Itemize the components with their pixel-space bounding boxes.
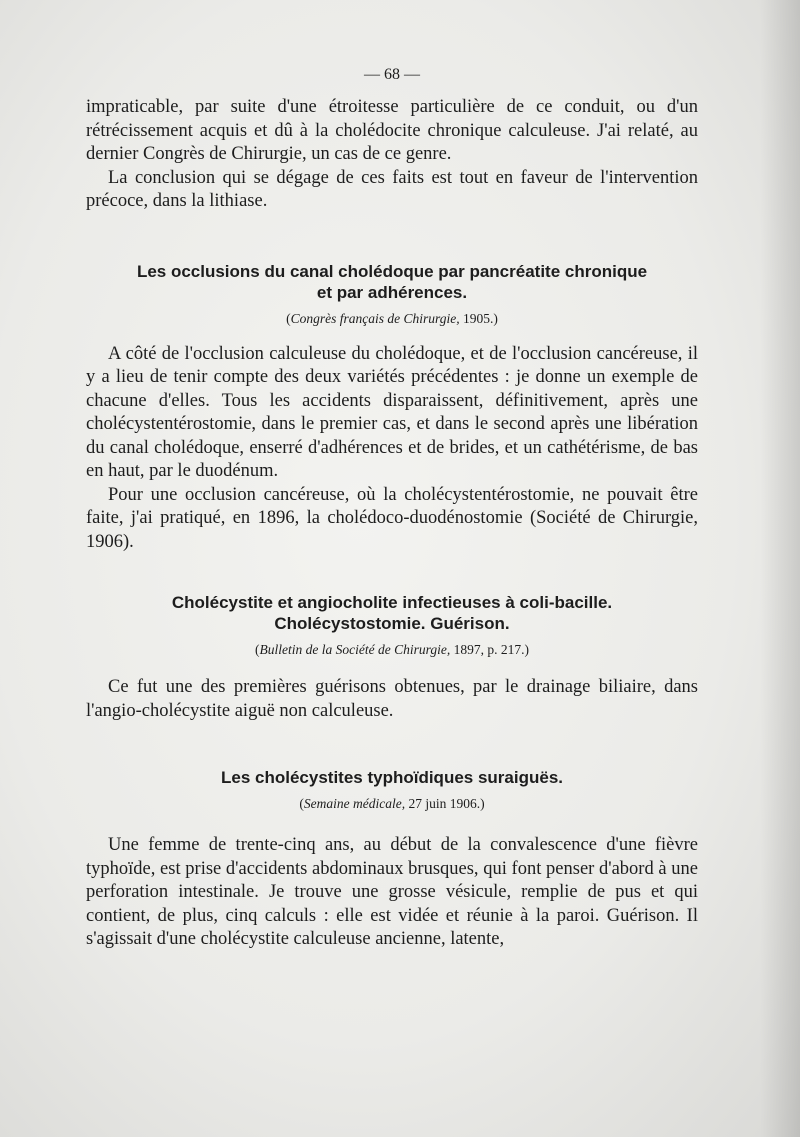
citation: (Semaine médicale, 27 juin 1906.): [299, 796, 485, 811]
page-number: — 68 —: [364, 66, 420, 83]
section-paragraph: A côté de l'occlusion calculeuse du cholédoque, et de l'occlusion cancéreuse, il y a lieu de tenir compte des deux variétés précédentes : je donne un exemple de chacune d'elles. Tous les accidents disparaissent, définitivement, après une cholécystentérostomie, dans le premier cas, et dans le second après une libération du canal cholédoque, enserré d'adhérences et de brides, et un cathétérisme, de bas en haut, par le duodénum.: [86, 343, 698, 481]
citation-year: 27 juin 1906.: [405, 796, 481, 811]
citation-year: 1905.: [459, 310, 494, 326]
citation-source: Semaine médicale,: [303, 796, 406, 811]
section-typhoidiques: [86, 767, 698, 952]
section-title: [86, 592, 698, 634]
section-title: [86, 261, 698, 303]
section-cholecystite: [86, 592, 698, 723]
section-paragraph: Pour une occlusion cancéreuse, où la cholécystentérostomie, ne pouvait être faite, j'ai pratiqué, en 1896, la cholédoco-duodénostomie (Société de Chirurgie, 1906).: [86, 484, 698, 552]
section-title-line-1: Les cholécystites typhoïdiques suraiguës.: [221, 768, 563, 787]
section-title: [86, 767, 698, 788]
section-paragraph: Une femme de trente-cinq ans, au début de la convalescence d'une fièvre typhoïde, est prise d'accidents abdominaux brusques, qui font penser d'abord à une perforation intestinale. Je trouve une grosse vésicule, remplie de pus et qui contient, de plus, cinq calculs : elle est vidée et réunie à la paroi. Guérison. Il s'agissait d'une cholécystite calculeuse ancienne, latente,: [86, 835, 698, 949]
section-title-line-2: et par adhérences.: [316, 282, 468, 302]
section-paragraph: Ce fut une des premières guérisons obtenues, par le drainage biliaire, dans l'angio-cholécystite aiguë non calculeuse.: [86, 677, 698, 721]
citation: (Bulletin de la Société de Chirurgie, 1897, p. 217.): [255, 642, 529, 657]
citation-source: Bulletin de la Société de Chirurgie,: [259, 642, 451, 657]
citation-year: 1897, p. 217.: [450, 642, 525, 657]
intro-paragraph-1: impraticable, par suite d'une étroitesse particulière de ce conduit, ou d'un rétrécissement acquis et dû à la cholédocite chronique calculeuse. J'ai relaté, au dernier Congrès de Chirurgie, un cas de ce genre.: [86, 97, 698, 164]
citation: (Congrès français de Chirurgie, 1905.): [286, 310, 498, 326]
intro-paragraph-2: La conclusion qui se dégage de ces faits est tout en faveur de l'intervention précoce, dans la lithiase.: [86, 167, 698, 211]
section-title-line-1: Les occlusions du canal cholédoque par pancréatite chronique: [136, 261, 648, 281]
section-title-line-2: Cholécystostomie. Guérison.: [274, 614, 510, 633]
section-occlusions: [86, 261, 698, 555]
text-column: [86, 66, 698, 952]
citation-source: Congrès français de Chirurgie,: [290, 310, 460, 326]
section-title-line-1: Cholécystite et angiocholite infectieuses à coli-bacille.: [171, 593, 613, 612]
